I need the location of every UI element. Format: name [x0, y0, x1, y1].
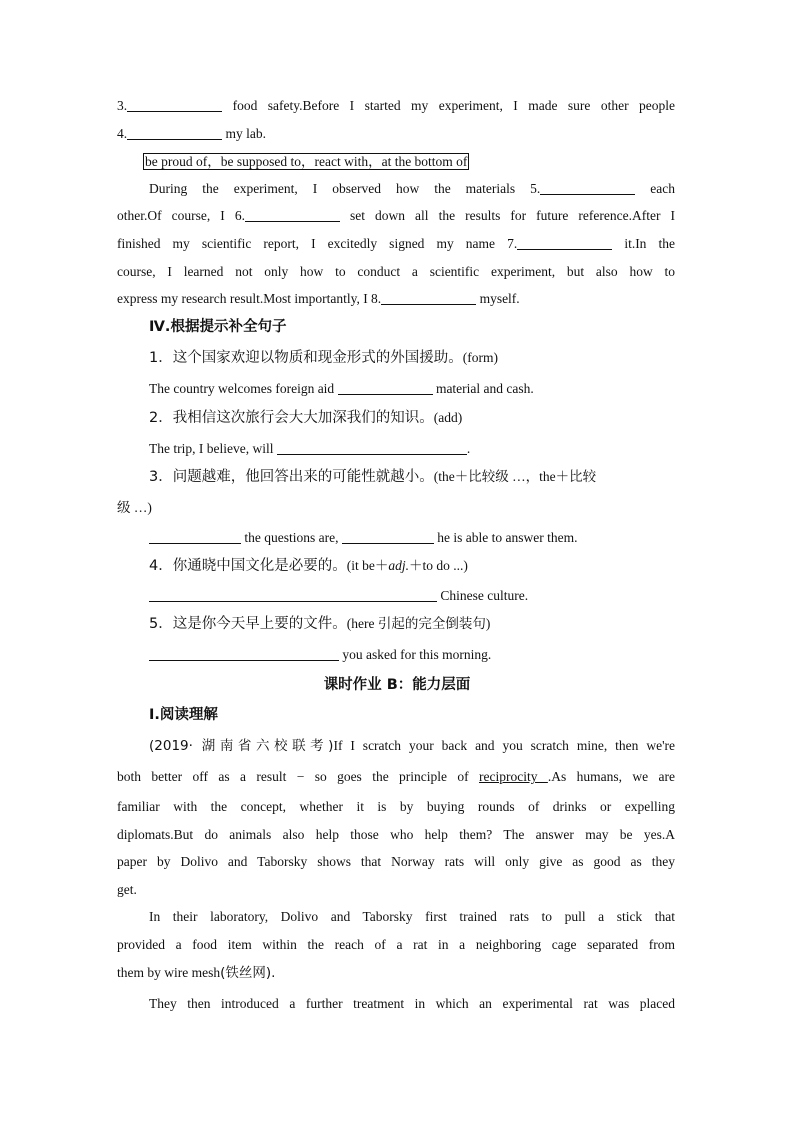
passage-line-4: During the experiment, I observed how the materials 5. each: [149, 181, 675, 196]
answer-blank-3a[interactable]: [149, 529, 241, 544]
blank-6[interactable]: [245, 207, 340, 222]
homework-b-heading: 课时作业 B：能力层面: [323, 677, 471, 693]
question-2-answer: The trip, I believe, will .: [149, 441, 471, 456]
passage-line-2: 4. my lab.: [117, 126, 266, 141]
reading-line-5: paper by Dolivo and Taborsky shows that Norway rats will only give as good as they: [117, 854, 675, 869]
word-box: be proud of，be supposed to，react with，at the bottom of: [145, 154, 468, 169]
reading-line-6: get.: [117, 882, 137, 897]
question-2-prompt: 2．我相信这次旅行会大大加深我们的知识。(add): [149, 410, 463, 426]
passage-line-7: course, I learned not only how to conduct a scientific experiment, but also how to: [117, 264, 675, 279]
question-3-answer: the questions are, he is able to answer them.: [149, 529, 675, 547]
answer-blank-3b[interactable]: [342, 529, 434, 544]
answer-blank-2[interactable]: [277, 440, 467, 455]
reading-line-4: diplomats.But do animals also help those who help them? The answer may be yes.A: [117, 827, 675, 842]
answer-blank-5[interactable]: [149, 646, 339, 661]
question-5-answer: you asked for this morning.: [149, 646, 675, 664]
question-3-prompt: 3．问题越难，他回答出来的可能性就越小。(the＋比较级 …，the＋比较: [149, 469, 597, 485]
reading-line-1: (2019· 湖南省六校联考)If I scratch your back and you scratch mine, then we're: [149, 738, 675, 754]
blank-7[interactable]: [517, 235, 612, 250]
question-1-answer: The country welcomes foreign aid material and cash.: [149, 381, 534, 396]
passage-line-8: express my research result.Most importantly, I 8. myself.: [117, 291, 520, 306]
reading-line-9: them by wire mesh(铁丝网).: [117, 965, 276, 981]
answer-blank-1[interactable]: [338, 380, 433, 395]
question-4-answer: Chinese culture.: [149, 587, 675, 605]
question-1-prompt: 1．这个国家欢迎以物质和现金形式的外国援助。(form): [149, 350, 498, 366]
reading-line-7: In their laboratory, Dolivo and Taborsky first trained rats to pull a stick that: [149, 909, 675, 924]
question-4-prompt: 4．你通晓中国文化是必要的。(it be＋adj.＋to do ...): [149, 558, 468, 574]
reading-line-10: They then introduced a further treatment in which an experimental rat was placed: [149, 996, 675, 1011]
question-3-prompt-cont: 级 …): [117, 500, 152, 515]
blank-5[interactable]: [540, 180, 635, 195]
reading-line-8: provided a food item within the reach of a rat in a neighboring cage separated from: [117, 937, 675, 952]
passage-line-5: other.Of course, I 6. set down all the results for future reference.After I: [117, 208, 675, 223]
reading-line-2: both better off as a result − so goes the principle of reciprocity .As humans, we are: [117, 769, 675, 784]
blank-3[interactable]: [127, 97, 222, 112]
reading-line-3: familiar with the concept, whether it is by buying rounds of drinks or expelling: [117, 799, 675, 814]
section-1-title: Ⅰ.阅读理解: [149, 707, 218, 723]
question-5-prompt: 5．这是你今天早上要的文件。(here 引起的完全倒装句): [149, 616, 491, 632]
blank-8[interactable]: [381, 290, 476, 305]
passage-line-1: 3. food safety.Before I started my experiment, I made sure other people: [117, 98, 675, 113]
passage-line-6: finished my scientific report, I excitedly signed my name 7. it.In the: [117, 236, 675, 251]
section-4-title: Ⅳ.根据提示补全句子: [149, 319, 287, 335]
answer-blank-4[interactable]: [149, 587, 437, 602]
blank-4[interactable]: [127, 125, 222, 140]
word-box-line: [143, 153, 669, 171]
